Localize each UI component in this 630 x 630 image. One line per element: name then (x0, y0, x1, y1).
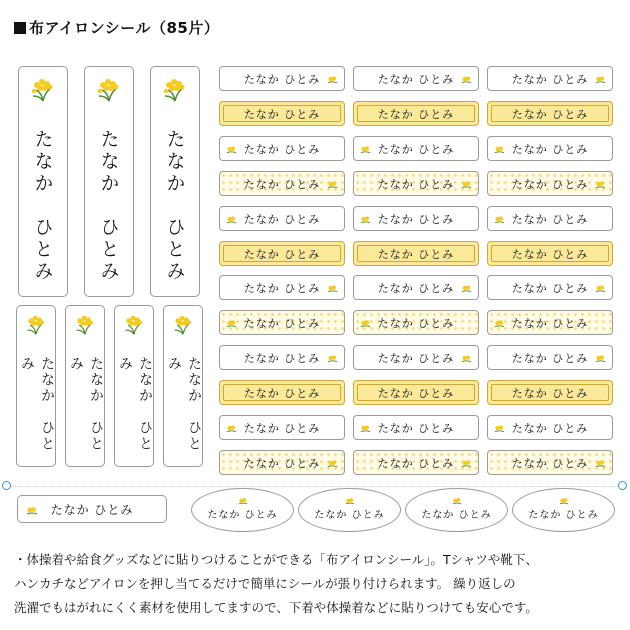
strip-name-sticker (353, 345, 479, 370)
strip-name-sticker (353, 101, 479, 126)
mimosa-icon (123, 314, 145, 336)
vertical-name: たなか ひとみ (31, 129, 54, 283)
flower-icon (494, 424, 505, 433)
flower-icon (360, 215, 371, 224)
oval-name-sticker (512, 488, 615, 532)
vertical-sticker-small (16, 305, 56, 467)
strip-name-sticker (219, 415, 345, 440)
vertical-sticker-small (65, 305, 105, 467)
flower-icon (494, 145, 505, 154)
cut-guide-line (8, 486, 622, 487)
sticker-name: たなか ひとみ (511, 72, 589, 86)
flower-icon (461, 180, 472, 189)
strip-name-sticker (487, 415, 613, 440)
sticker-name: たなか ひとみ (243, 351, 321, 365)
sticker-name: たなか ひとみ (243, 107, 321, 121)
strip-name-sticker (219, 275, 345, 300)
vertical-name: たなか ひとみ (68, 356, 104, 452)
flower-icon (461, 284, 472, 293)
sticker-name: たなか ひとみ (207, 510, 278, 521)
flower-icon (226, 215, 237, 224)
sticker-name: たなか ひとみ (377, 72, 455, 86)
oval-name-sticker (405, 488, 508, 532)
strip-name-sticker (487, 380, 613, 405)
sticker-name: たなか ひとみ (511, 456, 589, 470)
flower-icon (327, 459, 338, 468)
mimosa-icon (162, 77, 188, 103)
sticker-name: たなか ひとみ (243, 177, 321, 191)
mimosa-icon (96, 77, 122, 103)
sticker-name: たなか ひとみ (243, 386, 321, 400)
strip-name-sticker (219, 450, 345, 475)
flower-icon (26, 506, 38, 515)
flower-icon (452, 497, 462, 505)
strip-name-sticker (487, 101, 613, 126)
flower-icon (238, 497, 248, 505)
strip-name-sticker (353, 241, 479, 266)
strip-name-sticker (353, 310, 479, 335)
sticker-name: たなか ひとみ (243, 421, 321, 435)
vertical-name: たなか ひとみ (163, 129, 186, 283)
strip-name-sticker (219, 66, 345, 91)
sticker-name: たなか ひとみ (377, 351, 455, 365)
flower-icon (360, 424, 371, 433)
sticker-name: たなか ひとみ (377, 281, 455, 295)
mimosa-icon (74, 314, 96, 336)
strip-name-sticker (219, 136, 345, 161)
flower-icon (327, 75, 338, 84)
mimosa-icon (30, 77, 56, 103)
vertical-sticker-small (114, 305, 154, 467)
guide-ring-right (618, 481, 627, 490)
strip-name-sticker (487, 66, 613, 91)
sticker-name: たなか ひとみ (511, 107, 589, 121)
sticker-name: たなか ひとみ (243, 142, 321, 156)
strip-name-sticker (487, 310, 613, 335)
flower-icon (360, 145, 371, 154)
flower-icon (327, 354, 338, 363)
strip-name-sticker (219, 310, 345, 335)
sticker-name: たなか ひとみ (377, 456, 455, 470)
sticker-name: たなか ひとみ (511, 212, 589, 226)
flower-icon (595, 354, 606, 363)
vertical-name: たなか ひとみ (97, 129, 120, 283)
strip-name-sticker (353, 171, 479, 196)
flower-icon (327, 180, 338, 189)
oval-name-sticker (191, 488, 294, 532)
sticker-name: たなか ひとみ (377, 247, 455, 261)
vertical-name: たなか ひとみ (117, 356, 153, 452)
wide-name-sticker (17, 495, 167, 523)
flower-icon (226, 145, 237, 154)
vertical-sticker-large (84, 66, 134, 297)
flower-icon (461, 459, 472, 468)
flower-icon (494, 319, 505, 328)
guide-ring-left (2, 481, 11, 490)
strip-name-sticker (219, 206, 345, 231)
mimosa-icon (172, 314, 194, 336)
strip-name-sticker (219, 101, 345, 126)
sticker-name: たなか ひとみ (511, 177, 589, 191)
strip-name-sticker (219, 345, 345, 370)
sticker-name: たなか ひとみ (511, 351, 589, 365)
sticker-name: たなか ひとみ (243, 281, 321, 295)
sticker-name: たなか ひとみ (243, 456, 321, 470)
strip-name-sticker (487, 450, 613, 475)
page-title (14, 17, 219, 38)
square-bullet-icon (14, 22, 26, 34)
flower-icon (461, 75, 472, 84)
flower-icon (327, 284, 338, 293)
sticker-name: たなか ひとみ (243, 247, 321, 261)
sticker-name: たなか ひとみ (377, 107, 455, 121)
sticker-name: たなか ひとみ (377, 142, 455, 156)
flower-icon (345, 497, 355, 505)
vertical-name: たなか ひとみ (19, 356, 55, 452)
vertical-sticker-small (163, 305, 203, 467)
sticker-name: たなか ひとみ (243, 212, 321, 226)
strip-name-sticker (487, 206, 613, 231)
flower-icon (595, 180, 606, 189)
sticker-name: たなか ひとみ (511, 247, 589, 261)
strip-name-sticker (487, 136, 613, 161)
sticker-name: たなか ひとみ (377, 177, 455, 191)
product-description: ・体操着や給食グッズなどに貼りつけることができる「布アイロンシール」。Tシャツや靴下、 ハンカチなどアイロンを押し当てるだけで簡単にシールが張り付けられます。 繰り返しの 洗濯でもはがれにくく素材を使用してますので、下着や体操着などに貼りつけても安心です。 (14, 552, 538, 615)
sticker-name: たなか ひとみ (511, 316, 589, 330)
vertical-name: たなか ひとみ (166, 356, 202, 452)
sticker-name: たなか ひとみ (243, 72, 321, 86)
flower-icon (559, 497, 569, 505)
sticker-name: たなか ひとみ (377, 421, 455, 435)
sticker-name: たなか ひとみ (511, 142, 589, 156)
sticker-name: たなか ひとみ (511, 421, 589, 435)
sticker-name: たなか ひとみ (421, 510, 492, 521)
sticker-name: たなか ひとみ (50, 502, 134, 517)
strip-name-sticker (353, 136, 479, 161)
sticker-name: たなか ひとみ (377, 316, 455, 330)
strip-name-sticker (353, 415, 479, 440)
strip-name-sticker (219, 241, 345, 266)
sticker-name: たなか ひとみ (243, 316, 321, 330)
strip-name-sticker (487, 275, 613, 300)
strip-name-sticker (487, 345, 613, 370)
strip-name-sticker (353, 275, 479, 300)
sticker-name: たなか ひとみ (377, 386, 455, 400)
strip-name-sticker (353, 206, 479, 231)
strip-name-sticker (487, 171, 613, 196)
flower-icon (494, 215, 505, 224)
flower-icon (226, 424, 237, 433)
oval-name-sticker (298, 488, 401, 532)
flower-icon (595, 459, 606, 468)
strip-name-sticker (487, 241, 613, 266)
mimosa-icon (25, 314, 47, 336)
strip-name-sticker (353, 380, 479, 405)
vertical-sticker-large (150, 66, 200, 297)
flower-icon (226, 319, 237, 328)
strip-name-sticker (219, 380, 345, 405)
sticker-name: たなか ひとみ (377, 212, 455, 226)
sticker-name: たなか ひとみ (511, 281, 589, 295)
sticker-name: たなか ひとみ (511, 386, 589, 400)
strip-name-sticker (219, 171, 345, 196)
strip-name-sticker (353, 66, 479, 91)
flower-icon (360, 319, 371, 328)
flower-icon (595, 75, 606, 84)
page-title-text: 布アイロンシール（85片） (29, 19, 220, 37)
flower-icon (461, 354, 472, 363)
flower-icon (595, 284, 606, 293)
vertical-sticker-large (18, 66, 68, 297)
sticker-name: たなか ひとみ (314, 510, 385, 521)
strip-name-sticker (353, 450, 479, 475)
sticker-name: たなか ひとみ (528, 510, 599, 521)
